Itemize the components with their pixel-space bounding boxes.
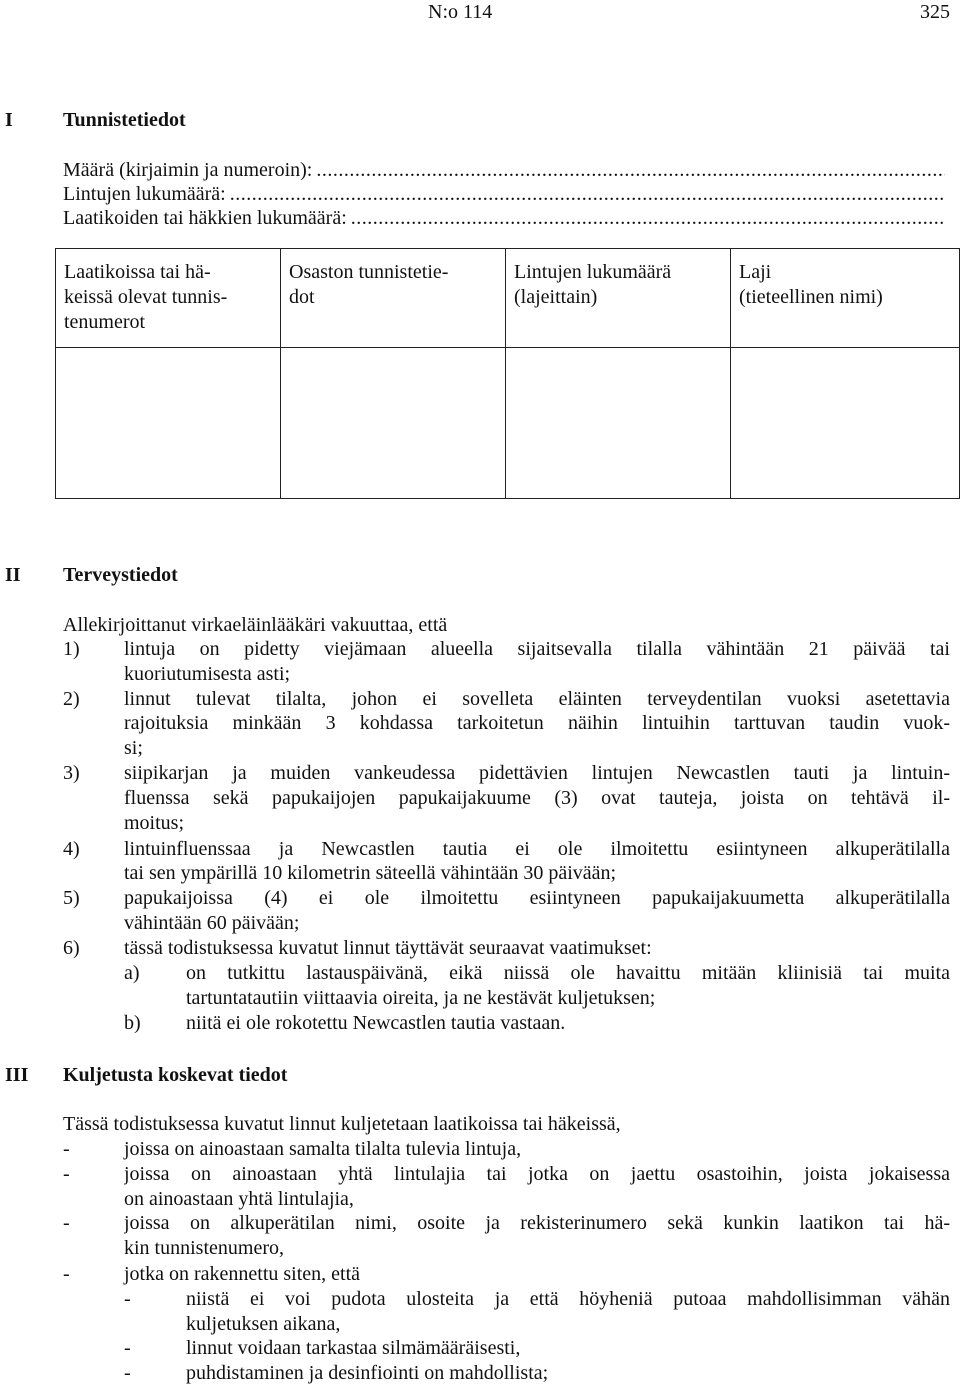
sublist-item-line: puhdistaminen ja desinfiointi on mahdollista; (186, 1362, 549, 1384)
table-header-row (56, 249, 960, 348)
sublist-item-line: on tutkittu lastauspäivänä, eikä niissä ole havaittu mitään kliinisiä tai muita (186, 962, 950, 984)
section-numeral: II (5, 564, 21, 586)
sublist-marker: - (124, 1337, 131, 1359)
table-header-cell: Osaston tunnistetie- dot (281, 249, 506, 348)
sublist-marker: - (124, 1288, 131, 1310)
table-cell (56, 348, 281, 499)
list-item-line: joissa on ainoastaan yhtä lintulajia tai jotka on jaettu osastoihin, joista jokaisessa (124, 1163, 950, 1185)
list-item-line: joissa on ainoastaan samalta tilalta tulevia lintuja, (124, 1138, 522, 1160)
intro-paragraph: Tässä todistuksessa kuvatut linnut kuljetetaan laatikoissa tai häkeissä, (63, 1113, 621, 1135)
sublist-item-line: niistä ei voi pudota ulosteita ja että höyheniä putoaa mahdollisimman vähän (186, 1288, 950, 1310)
list-item-line: moitus; (124, 812, 185, 834)
section-numeral: III (5, 1064, 29, 1086)
table-cell (506, 348, 731, 499)
list-item-line: fluenssa sekä papukaijojen papukaijakuume (3) ovat tauteja, joista on tehtävä il- (124, 787, 950, 809)
table-cell (281, 348, 506, 499)
table-header-cell: Laji (tieteellinen nimi) (731, 249, 960, 348)
list-item-line: papukaijoissa (4) ei ole ilmoitettu esiintyneen papukaijakuumetta alkuperätilalla (124, 887, 950, 909)
dotted-leader (351, 206, 945, 230)
list-marker: - (63, 1263, 70, 1285)
sublist-marker: a) (124, 962, 140, 984)
section-title: Terveystiedot (63, 564, 178, 586)
table-header-cell: Laatikoissa tai hä- keissä olevat tunnis- tenumerot (56, 249, 281, 348)
list-marker: 2) (63, 688, 80, 710)
list-item-line: lintuinfluenssaa ja Newcastlen tautia ei ole ilmoitettu esiintyneen alkuperätilalla (124, 838, 950, 860)
sublist-item-line: tartuntatautiin viittaavia oireita, ja ne kestävät kuljetuksen; (186, 987, 656, 1009)
sublist-marker: b) (124, 1012, 141, 1034)
list-item-line: tai sen ympärillä 10 kilometrin säteellä vähintään 30 päivään; (124, 862, 617, 884)
list-item-line: kuoriutumisesta asti; (124, 663, 291, 685)
list-item-line: siipikarjan ja muiden vankeudessa pidettävien lintujen Newcastlen tauti ja lintuin- (124, 762, 950, 784)
list-item-line: si; (124, 737, 143, 759)
list-marker: 5) (63, 887, 80, 909)
table-header-cell: Lintujen lukumäärä (lajeittain) (506, 249, 731, 348)
table-row (56, 348, 960, 499)
sublist-item-line: kuljetuksen aikana, (186, 1313, 341, 1335)
list-marker: 1) (63, 638, 80, 660)
form-field-bird-count (63, 182, 945, 206)
list-item-line: rajoituksia minkään 3 kohdassa tarkoitetun näihin lintuihin tarttuvan taudin vuok- (124, 712, 950, 734)
list-item-line: vähintään 60 päivään; (124, 912, 300, 934)
list-marker: 3) (63, 762, 80, 784)
list-item-line: lintuja on pidetty viejämaan alueella sijaitsevalla tilalla vähintään 21 päivää tai (124, 638, 950, 660)
table-cell (731, 348, 960, 499)
sublist-item-line: niitä ei ole rokotettu Newcastlen tautia vastaan. (186, 1012, 566, 1034)
list-marker: - (63, 1138, 70, 1160)
form-field-quantity (63, 158, 945, 182)
section-numeral: I (5, 109, 13, 131)
list-item-line: tässä todistuksessa kuvatut linnut täyttävät seuraavat vaatimukset: (124, 937, 652, 959)
sublist-marker: - (124, 1362, 131, 1384)
form-field-crate-count (63, 206, 945, 230)
list-item-line: joissa on alkuperätilan nimi, osoite ja rekisterinumero sekä kunkin laatikon tai hä- (124, 1212, 950, 1234)
identification-table (55, 248, 960, 499)
field-label: Lintujen lukumäärä: (63, 183, 226, 205)
field-label: Määrä (kirjaimin ja numeroin): (63, 159, 313, 181)
list-marker: - (63, 1212, 70, 1234)
dotted-leader (230, 182, 945, 206)
list-marker: 4) (63, 838, 80, 860)
list-item-line: jotka on rakennettu siten, että (124, 1263, 361, 1285)
list-marker: - (63, 1163, 70, 1185)
list-item-line: linnut tulevat tilalta, johon ei sovelleta eläinten terveydentilan vuoksi asetettavia (124, 688, 950, 710)
page-number: 325 (920, 1, 950, 23)
dotted-leader (316, 158, 945, 182)
intro-paragraph: Allekirjoittanut virkaeläinlääkäri vakuuttaa, että (63, 614, 448, 636)
document-number: N:o 114 (428, 1, 493, 23)
list-marker: 6) (63, 937, 80, 959)
list-item-line: kin tunnistenumero, (124, 1237, 284, 1259)
section-title: Kuljetusta koskevat tiedot (63, 1064, 288, 1086)
field-label: Laatikoiden tai häkkien lukumäärä: (63, 207, 347, 229)
sublist-item-line: linnut voidaan tarkastaa silmämääräisesti, (186, 1337, 521, 1359)
list-item-line: on ainoastaan yhtä lintulajia, (124, 1188, 354, 1210)
section-title: Tunnistetiedot (63, 109, 186, 131)
